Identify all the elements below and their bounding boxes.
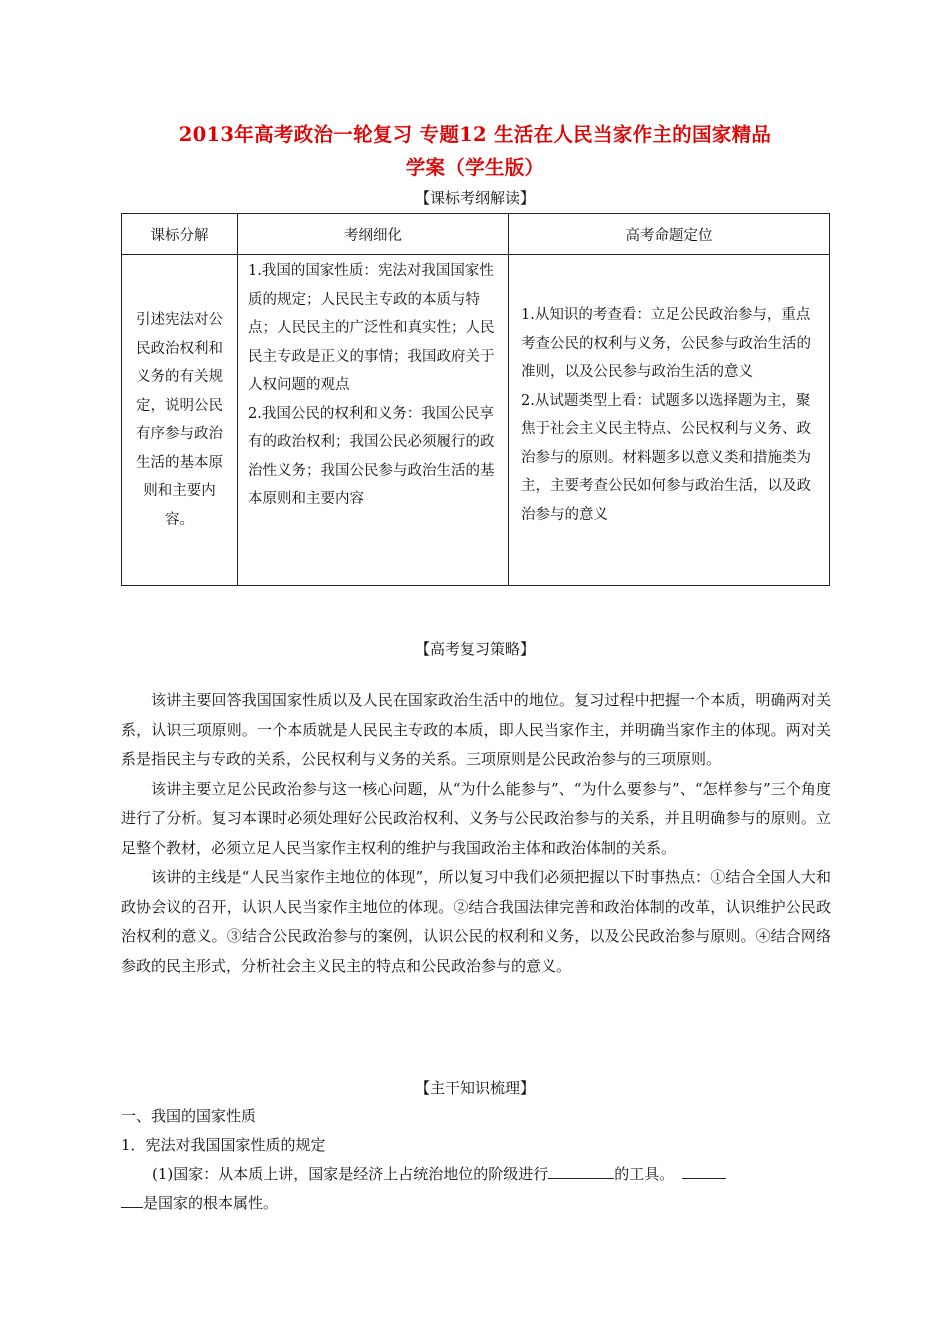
curriculum-cell: 引述宪法对公民政治权利和义务的有关规定，说明公民有序参与政治生活的基本原则和主要内容。 — [122, 255, 238, 586]
table-header-row — [122, 214, 830, 255]
header-exam-focus: 高考命题定位 — [509, 214, 830, 255]
exam-focus-cell — [509, 255, 830, 586]
syllabus-cell — [238, 255, 509, 586]
fill-blank-1[interactable] — [548, 1164, 614, 1179]
strategy-paragraph-2: 该讲主要立足公民政治参与这一核心问题，从“为什么能参与”、“为什么要参与”、“怎样参与”三个角度进行了分析。复习本课时必须处理好公民政治权利、义务与公民政治参与的关系，并且明确参与的原则。立足整个教材，必须立足人民当家作主权利的维护与我国政治主体和政治体制的关系。 — [121, 779, 831, 857]
syllabus-point-2: 2.我国公民的权利和义务：我国公民享有的政治权利；我国公民必须履行的政治性义务；我国公民参与政治生活的基本原则和主要内容 — [248, 405, 495, 507]
exam-focus-point-2: 2.从试题类型上看：试题多以选择题为主，聚焦于社会主义民主特点、公民权利与义务、政治参与的原则。材料题多以意义类和措施类为主，主要考查公民如何参与政治生活，以及政治参与的意义 — [521, 392, 811, 523]
item3-text-c: 是国家的根本属性。 — [143, 1194, 279, 1212]
fill-blank-2a[interactable] — [682, 1164, 726, 1179]
knowledge-item-3 — [152, 1163, 726, 1184]
knowledge-item-3-continued — [121, 1192, 278, 1213]
outline-heading: 【课标考纲解读】 — [414, 189, 535, 207]
knowledge-item-2: 1．宪法对我国国家性质的规定 — [121, 1136, 326, 1154]
syllabus-point-1: 1.我国的国家性质：宪法对我国国家性质的规定；人民民主专政的本质与特点；人民民主的广泛性和真实性；人民民主专政是正义的事情；我国政府关于人权问题的观点 — [248, 263, 495, 393]
table-row — [122, 255, 830, 586]
fill-blank-2b[interactable] — [121, 1193, 143, 1208]
strategy-paragraph-1: 该讲主要回答我国国家性质以及人民在国家政治生活中的地位。复习过程中把握一个本质，明确两对关系，认识三项原则。一个本质就是人民民主专政的本质，即人民当家作主，并明确当家作主的体现。两对关系是指民主与专政的关系，公民权利与义务的关系。三项原则是公民政治参与的三项原则。 — [121, 691, 831, 768]
header-curriculum: 课标分解 — [122, 214, 238, 255]
strategy-paragraph-3: 该讲的主线是“人民当家作主地位的体现”，所以复习中我们必须把握以下时事热点：①结合全国人大和政协会议的召开，认识人民当家作主地位的体现。②结合我国法律完善和政治体制的改革，认识维护公民政治权利的意义。③结合公民政治参与的案例，认识公民的权利和义务，以及公民政治参与原则。④结合网络参政的民主形式，分析社会主义民主的特点和公民政治参与的意义。 — [121, 868, 831, 975]
knowledge-item-1: 一、我国的国家性质 — [121, 1107, 257, 1125]
item3-text-a: (1)国家：从本质上讲，国家是经济上占统治地位的阶级进行 — [152, 1165, 549, 1183]
title-line-1: 2013年高考政治一轮复习 专题12 生活在人民当家作主的国家精品 — [178, 123, 772, 146]
item3-text-b: 的工具。 — [614, 1165, 675, 1183]
knowledge-heading: 【主干知识梳理】 — [414, 1079, 535, 1097]
header-syllabus: 考纲细化 — [238, 214, 509, 255]
strategy-heading: 【高考复习策略】 — [414, 640, 535, 658]
title-line-2: 学案（学生版） — [405, 156, 545, 179]
page-title — [100, 118, 850, 184]
exam-focus-point-1: 1.从知识的考查看：立足公民政治参与，重点考查公民的权利与义务，公民参与政治生活的准则，以及公民参与政治生活的意义 — [521, 307, 811, 380]
strategy-body — [121, 686, 831, 981]
outline-table — [121, 213, 830, 586]
